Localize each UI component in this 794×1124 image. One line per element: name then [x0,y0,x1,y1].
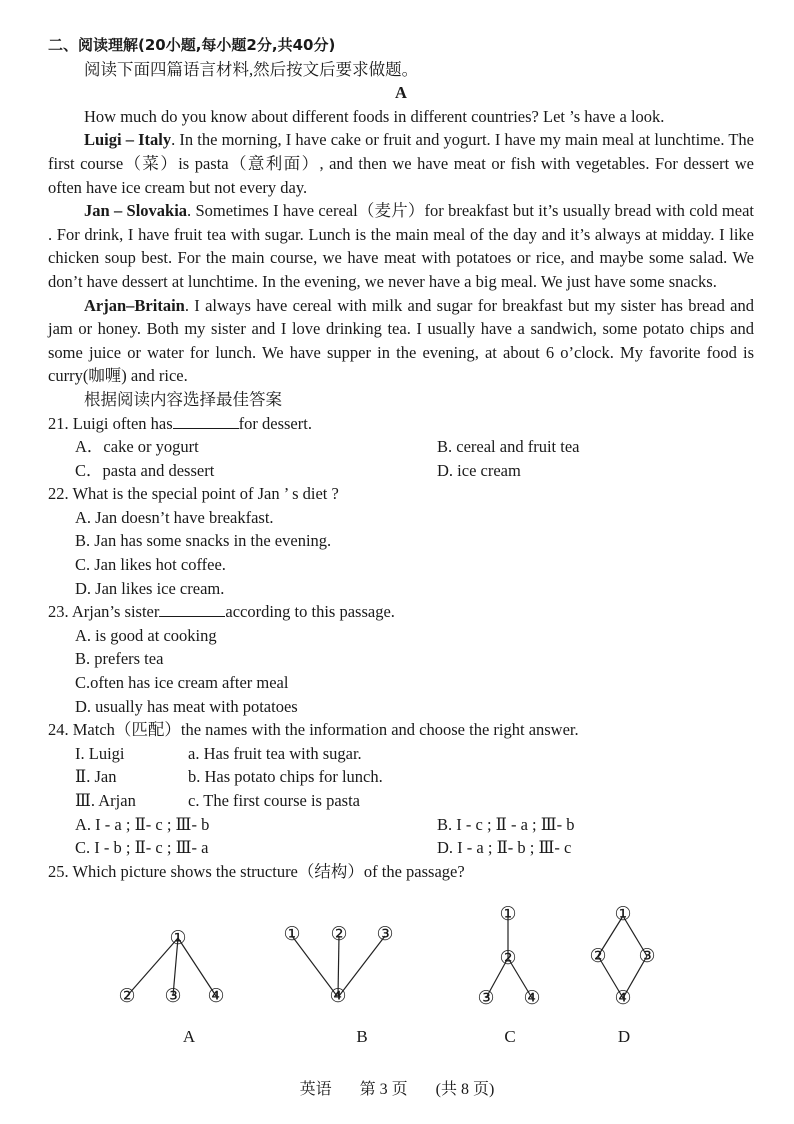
paragraph-text: . I always have cereal with milk and sugar for breakfast but my sister has bread and jam or honey. Both my sister and I love drinking tea. I usually have a sandwich, some potato chips and some juice or water for lunch. We have supper in the evening, at about 6 o’clock. My favorite food is curry(咖喱) and rice. [48,295,754,386]
diagram-c-node-2: ② [499,947,517,969]
question-23 [48,600,754,624]
question-21 [48,412,754,436]
match-info: c. The first course is pasta [188,791,360,810]
option-a: A．cake or yogurt [75,437,199,457]
paragraph-arjan [48,294,754,388]
option-b: B. I - c ; Ⅱ - a ; Ⅲ- b [437,814,575,834]
diagram-a-node-4: ④ [207,985,225,1007]
option-d: D. Jan likes ice cream. [75,578,225,598]
diagram-b-node-3: ③ [376,923,394,945]
question-24: 24. Match（匹配）the names with the information and choose the right answer. [48,720,579,740]
passage-intro: How much do you know about different foods in different countries? Let ’s have a look. [84,106,665,126]
speaker-name: Jan – Slovakia [84,201,188,221]
option-c: C. I - b ; Ⅱ- c ; Ⅲ- a [75,838,209,858]
diagram-label-c: C [504,1027,516,1046]
diagram-d-node-4: ④ [614,987,632,1009]
structure-diagrams [98,896,678,1056]
diagram-c-node-1: ① [499,903,517,925]
match-name: Ⅲ. Arjan [75,791,136,810]
option-d: D. usually has meat with potatoes [75,696,298,716]
option-c: C. Jan likes hot coffee. [75,555,226,575]
diagram-label-d: D [617,1027,631,1046]
footer-page: 第 3 页 [359,1081,408,1098]
options-row [75,435,754,459]
option-b: B. Jan has some snacks in the evening. [75,531,332,551]
paragraph-jan [48,199,754,293]
diagram-d-node-3: ③ [638,945,656,967]
diagram-c-node-3: ③ [477,987,495,1009]
question-25: 25. Which picture shows the structure（结构）of the passage? [48,861,465,881]
option-d: D. I - a ; Ⅱ- b ; Ⅲ- c [437,838,572,858]
match-info: a. Has fruit tea with sugar. [188,743,362,763]
match-name: Ⅱ. Jan [75,767,117,787]
diagram-label-a: A [182,1027,196,1046]
diagram-b-node-2: ② [330,923,348,945]
question-stem-end: according to this passage. [225,602,395,622]
question-stem: 23. Arjan’s sister [48,602,160,622]
diagram-c-node-4: ④ [523,987,541,1009]
diagram-a-node-1: ① [169,927,187,949]
option-a: A. is good at cooking [75,625,217,645]
diagram-a-node-2: ② [118,985,136,1007]
diagram-a-node-3: ③ [164,985,182,1007]
match-row [75,789,754,813]
question-stem-end: for dessert. [238,413,312,433]
options-row [75,459,754,483]
speaker-name: Arjan–Britain [84,295,185,315]
match-name: I. Luigi [75,743,125,763]
question-stem: 21. Luigi often has [48,413,173,433]
options-row [75,813,754,837]
option-a: A. Jan doesn’t have breakfast. [75,507,274,527]
answer-blank [159,600,225,617]
answer-blank [173,412,239,429]
diagram-label-b: B [356,1027,368,1046]
structure-diagrams-svg [98,896,678,1056]
section-title: 二、阅读理解(20小题,每小题2分,共40分) [48,36,336,54]
diagram-d-node-1: ① [614,903,632,925]
diagram-d-node-2: ② [589,945,607,967]
option-c: C.often has ice cream after meal [75,673,289,693]
option-d: D. ice cream [437,460,521,480]
option-c: C．pasta and dessert [75,460,215,480]
exam-page [48,34,754,883]
footer-subject: 英语 [299,1081,332,1098]
option-a: A. I - a ; Ⅱ- c ; Ⅲ- b [75,814,210,834]
passage-letter: A [395,83,407,103]
diagram-b-node-1: ① [283,923,301,945]
speaker-name: Luigi – Italy [84,130,172,150]
question-22: 22. What is the special point of Jan ’ s diet ? [48,484,339,504]
match-row [75,742,754,766]
diagram-b-node-4: ④ [329,985,347,1007]
option-b: B. prefers tea [75,649,164,669]
match-info: b. Has potato chips for lunch. [188,767,383,787]
option-b: B. cereal and fruit tea [437,437,580,457]
paragraph-text: . In the morning, I have cake or fruit and yogurt. I have my main meal at lunchtime. The first course（菜）is pasta（意利面）, and then we have meat or fish with vegetables. For dessert we often have ice cream but not every day. [48,130,754,197]
paragraph-text: . Sometimes I have cereal（麦片）for breakfast but it’s usually bread with cold meat . For drink, I have fruit tea with sugar. Lunch is the main meal of the day and it’s always at midday. I like chicken soup best. For the main course, we have meat with potatoes or rice, and maybe some salad. We don’t have dessert at lunchtime. In the evening, we never have a big meal. We just have some snacks. [48,201,755,291]
footer-total: (共 8 页) [435,1081,495,1098]
paragraph-luigi [48,128,754,199]
instructions: 阅读下面四篇语言材料,然后按文后要求做题。 [84,59,419,79]
match-row [75,765,754,789]
options-row [75,836,754,860]
page-footer [0,1078,794,1102]
task-instruction: 根据阅读内容选择最佳答案 [84,389,282,409]
